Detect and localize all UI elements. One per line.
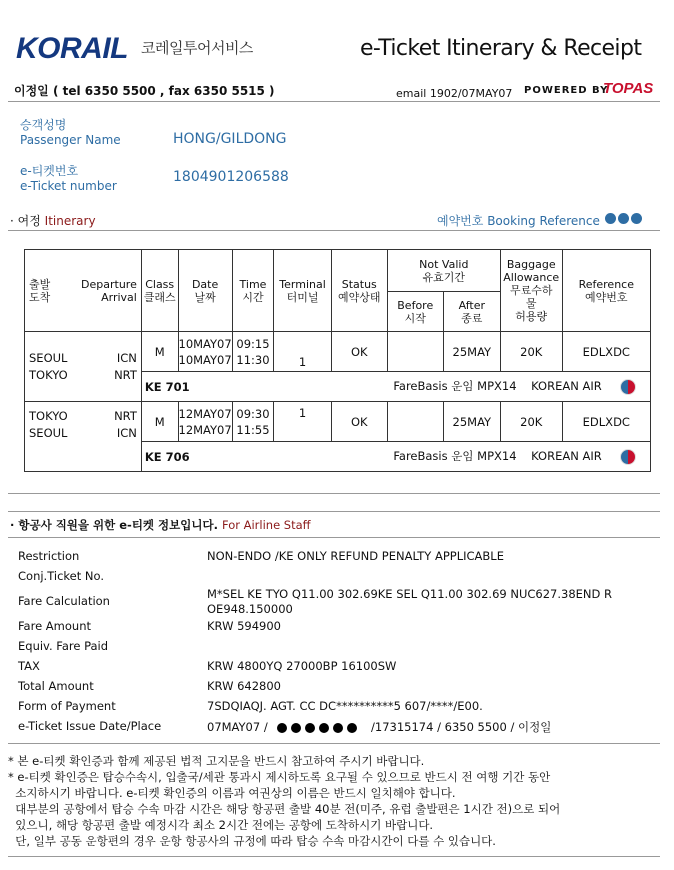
segment-before [387, 402, 443, 442]
segment-class: M [141, 402, 178, 442]
segment-reference: EDLXDC [562, 332, 650, 372]
segment-terminal: 1 [274, 402, 331, 442]
passenger-name-label-ko: 승객성명 [20, 118, 67, 132]
topas-logo: TOPAS [603, 80, 654, 97]
header-not-valid: Not Valid 유효기간 [387, 250, 500, 292]
fare-amount-label: Fare Amount [18, 619, 92, 633]
tax-value: KRW 4800YQ 27000BP 16100SW [207, 659, 397, 673]
issue-date: 07MAY07 / [207, 720, 268, 734]
divider [8, 537, 660, 538]
note-line: 있으니, 해당 항공편 출발 예정시각 최소 2시간 전에는 공항에 도착하시기 바랍니다. [8, 818, 434, 832]
segment-before [387, 332, 443, 372]
header-after: After 종료 [443, 292, 500, 332]
segment-route: SEOUL ICN TOKYO NRT [25, 332, 142, 402]
ticket-number: 1804901206588 [173, 169, 289, 185]
fare-amount-value: KRW 594900 [207, 619, 281, 633]
header-route: 출발 도착 Departure Arrival [25, 250, 142, 332]
airline-name: KOREAN AIR [531, 449, 602, 464]
issue-date-label: e-Ticket Issue Date/Place [18, 719, 162, 733]
divider [8, 101, 660, 102]
itinerary-title-ko: · 여정 [10, 214, 41, 228]
fare-basis: FareBasis 운임 MPX14 [393, 449, 517, 464]
agent-contact: 이정일 ( tel 6350 5500 , fax 6350 5515 ) [14, 84, 275, 98]
conj-ticket-label: Conj.Ticket No. [18, 569, 104, 583]
divider [8, 493, 660, 494]
note-line: 소지하시기 바랍니다. e-티켓 확인증의 이름과 여권상의 이름은 반드시 일치해야 합니다. [8, 786, 456, 800]
powered-by-label: POWERED BY [524, 85, 609, 96]
korean-air-logo-icon [620, 379, 636, 395]
form-of-payment-value: 7SDQIAQJ. AGT. CC DC**********5 607/****/E00. [207, 699, 483, 713]
segment-route: TOKYO NRT SEOUL ICN [25, 402, 142, 472]
segment-status: OK [331, 402, 387, 442]
segment-status: OK [331, 332, 387, 372]
segment-after: 25MAY [443, 332, 500, 372]
header-terminal: Terminal 터미널 [274, 250, 331, 332]
segment-dates: 12MAY07 12MAY07 [178, 402, 232, 442]
segment-dates: 10MAY07 10MAY07 [178, 332, 232, 372]
masked-dots-icon [277, 720, 361, 734]
segment-row [25, 402, 651, 442]
booking-ref-dots-icon [605, 213, 644, 227]
ticket-number-label-ko: e-티켓번호 [20, 164, 79, 178]
korean-air-logo-icon [620, 449, 636, 465]
note-line: 단, 일부 공동 운항편의 경우 운항 항공사의 규정에 따라 탑승 수속 마감시간이 다를 수 있습니다. [8, 834, 496, 848]
fare-calculation-value-cont: OE948.150000 [207, 602, 293, 616]
email-ref: email 1902/07MAY07 [396, 87, 513, 100]
divider [8, 230, 660, 231]
segment-class: M [141, 332, 178, 372]
equiv-fare-label: Equiv. Fare Paid [18, 639, 109, 653]
passenger-name: HONG/GILDONG [173, 131, 287, 147]
header-time: Time 시간 [232, 250, 274, 332]
note-line: * 본 e-티켓 확인증과 함께 제공된 법적 고지문을 반드시 참고하여 주시기 바랍니다. [8, 754, 425, 768]
korail-logo: KORAIL [16, 32, 128, 65]
flight-number: KE 706 [144, 449, 190, 464]
total-amount-label: Total Amount [18, 679, 94, 693]
header-status: Status 예약상태 [331, 250, 387, 332]
logo-subtitle: 코레일투어서비스 [141, 39, 253, 57]
header-class: Class 클래스 [141, 250, 178, 332]
segment-reference: EDLXDC [562, 402, 650, 442]
booking-ref-en: Booking Reference [487, 214, 600, 228]
divider [8, 743, 660, 744]
fare-calculation-value: M*SEL KE TYO Q11.00 302.69KE SEL Q11.00 302.69 NUC627.38END R [207, 587, 613, 601]
issue-place: /17315174 / 6350 5500 / 이정일 [371, 720, 552, 734]
restriction-label: Restriction [18, 549, 80, 563]
itinerary-title-en: Itinerary [44, 214, 96, 228]
itinerary-section-title [10, 212, 96, 229]
form-of-payment-label: Form of Payment [18, 699, 116, 713]
ticket-number-label-en: e-Ticket number [20, 179, 117, 193]
issue-date-value [207, 719, 551, 735]
segment-row [25, 332, 651, 372]
header-reference: Reference 예약번호 [562, 250, 650, 332]
restriction-value: NON-ENDO /KE ONLY REFUND PENALTY APPLICABLE [207, 549, 504, 563]
segment-times: 09:30 11:55 [232, 402, 274, 442]
segment-times: 09:15 11:30 [232, 332, 274, 372]
booking-reference-label [437, 212, 600, 229]
total-amount-value: KRW 642800 [207, 679, 281, 693]
header-before: Before 시작 [387, 292, 443, 332]
airline-name: KOREAN AIR [531, 379, 602, 394]
note-line: 대부분의 공항에서 탑승 수속 마감 시간은 해당 항공편 출발 40분 전(미주, 유럽 출발편은 1시간 전)으로 되어 [8, 802, 561, 816]
header-baggage: Baggage Allowance 무료수하 물 허용량 [500, 250, 562, 332]
document-title: e-Ticket Itinerary & Receipt [360, 36, 642, 61]
segment-baggage: 20K [500, 402, 562, 442]
passenger-name-label-en: Passenger Name [20, 133, 121, 147]
segment-after: 25MAY [443, 402, 500, 442]
staff-section-title [10, 517, 311, 533]
header-date: Date 날짜 [178, 250, 232, 332]
flight-number: KE 701 [144, 379, 190, 394]
divider [8, 856, 660, 857]
staff-title-ko: · 항공사 직원을 위한 e-티켓 정보입니다. [10, 518, 218, 532]
booking-ref-ko: 예약번호 [437, 214, 484, 228]
fare-calculation-label: Fare Calculation [18, 594, 110, 608]
fare-basis: FareBasis 운임 MPX14 [393, 379, 517, 394]
itinerary-table [24, 249, 651, 472]
staff-title-en: For Airline Staff [221, 518, 311, 532]
note-line: * e-티켓 확인증은 탑승수속시, 입출국/세관 통과시 제시하도록 요구될 수 있으므로 반드시 전 여행 기간 동안 [8, 770, 551, 784]
segment-baggage: 20K [500, 332, 562, 372]
tax-label: TAX [18, 659, 40, 673]
segment-terminal: 1 [274, 332, 331, 372]
divider [8, 511, 660, 512]
